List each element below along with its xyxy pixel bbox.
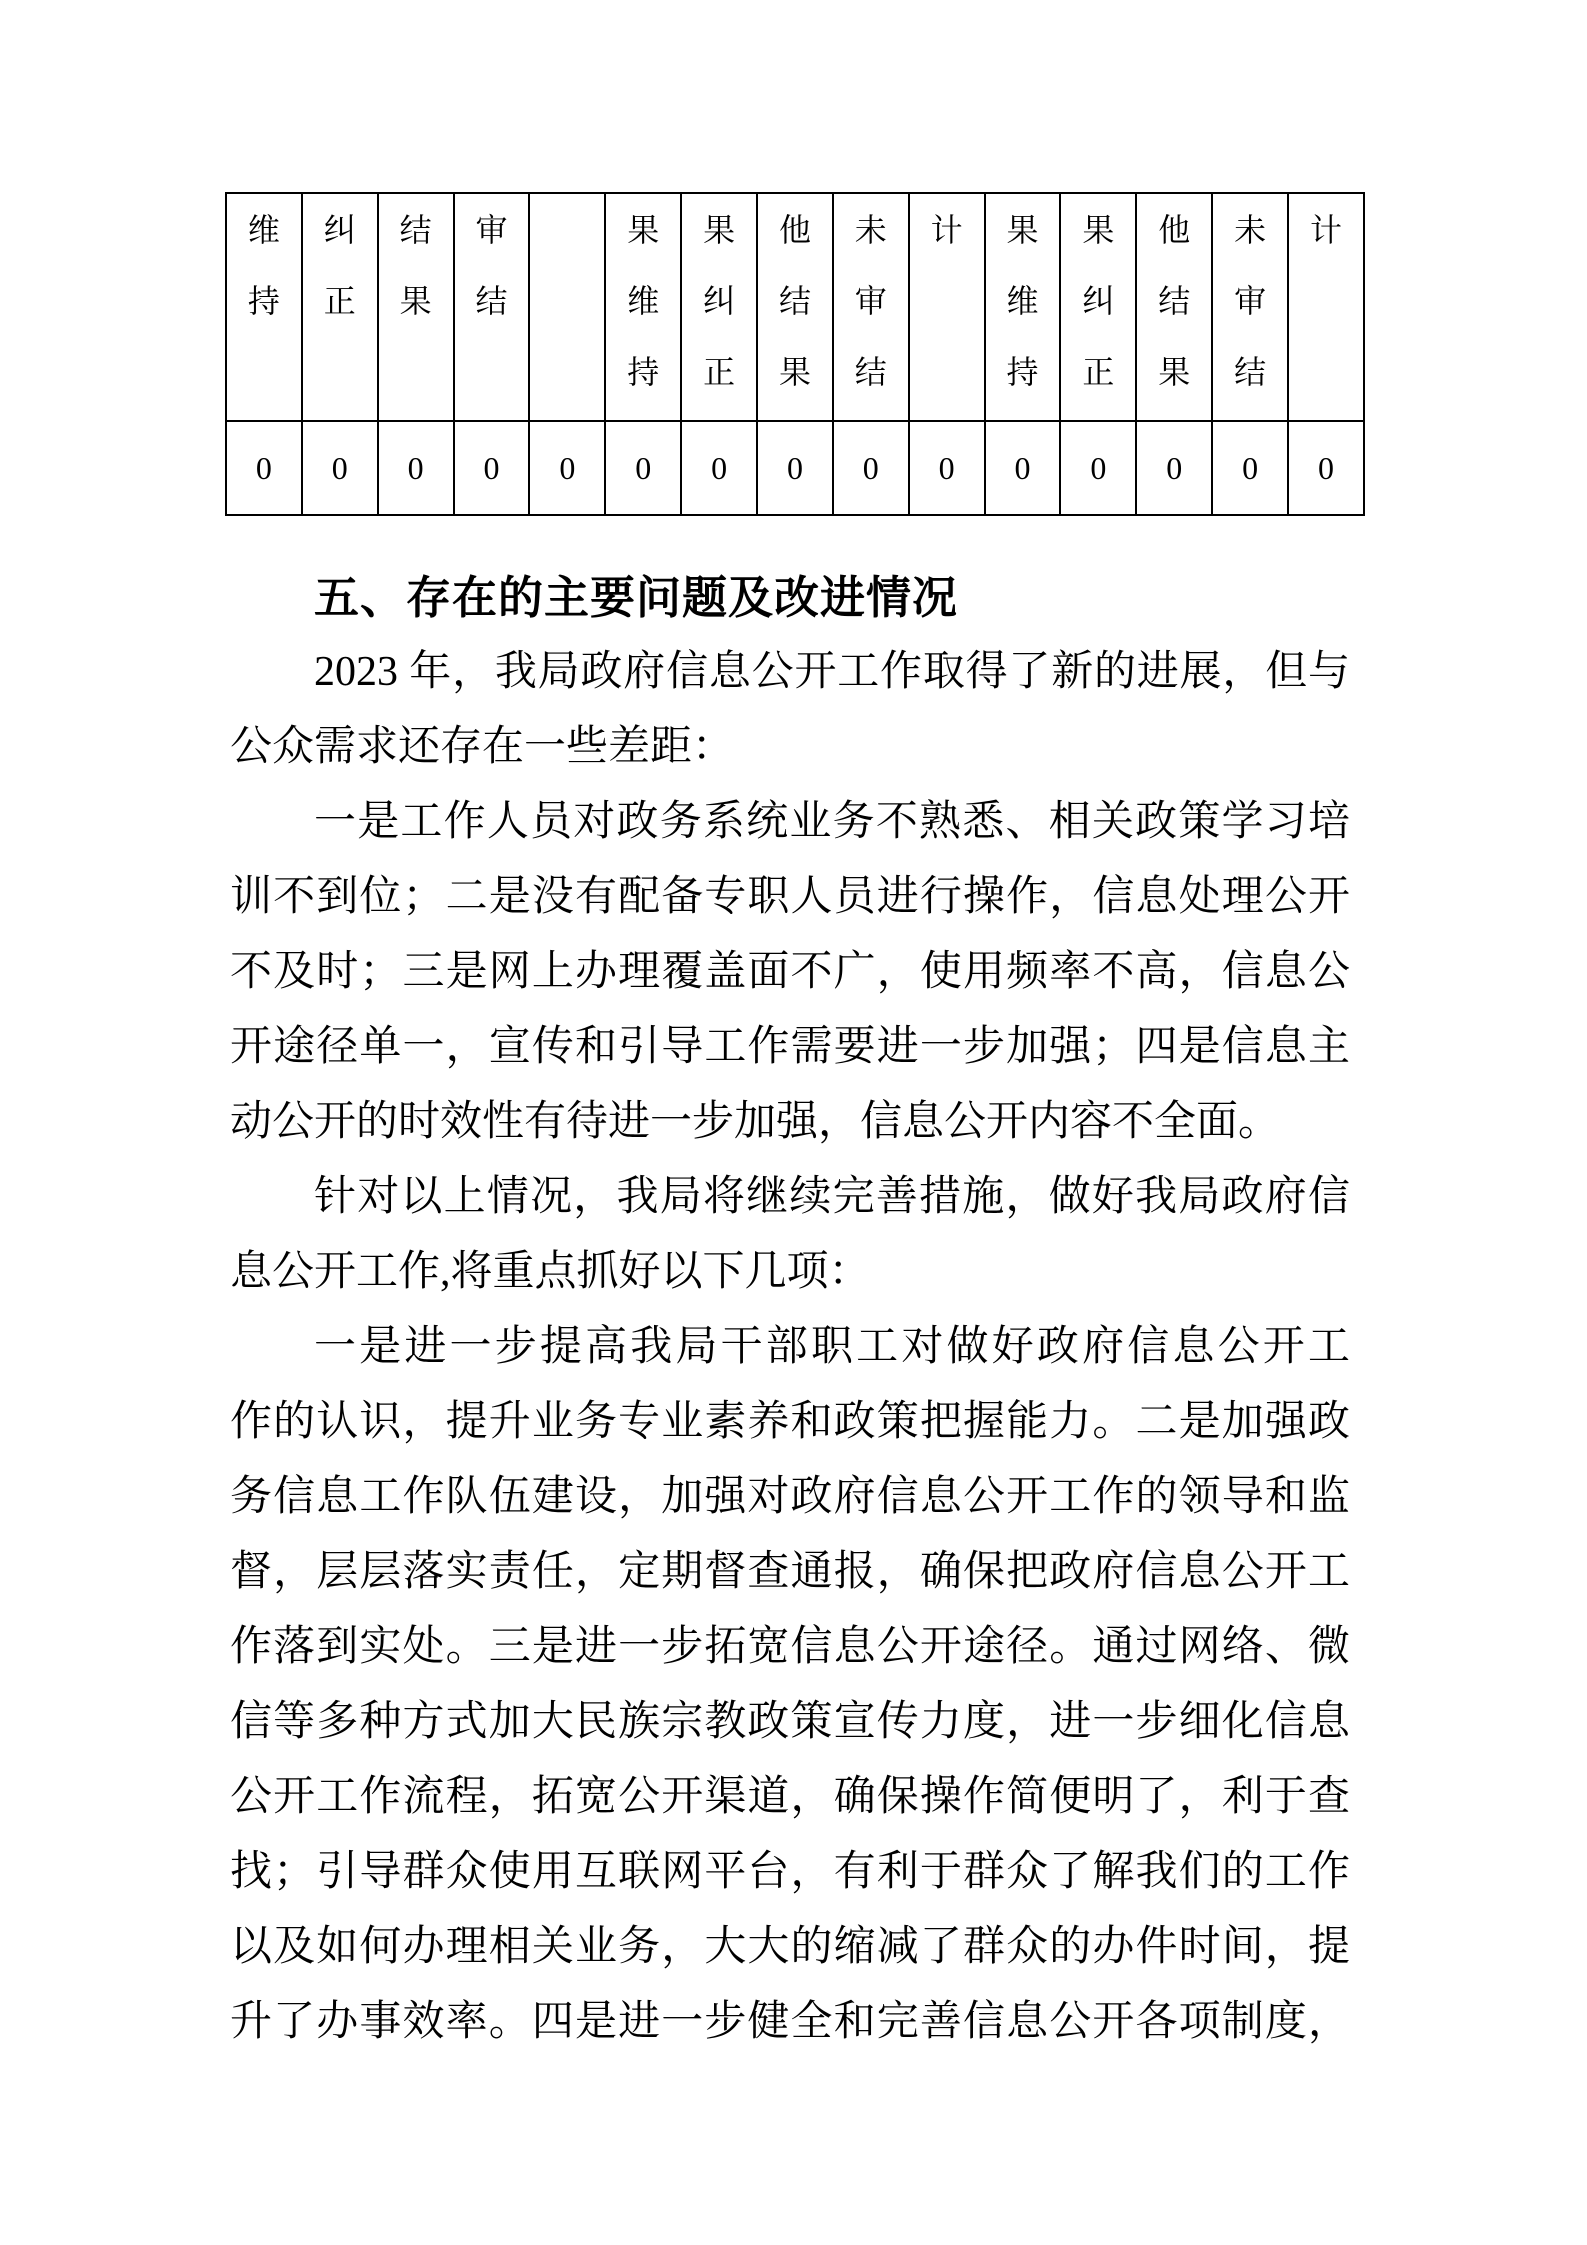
value-cell: 0	[1212, 421, 1288, 515]
header-cell	[1060, 193, 1136, 421]
header-char: 正	[323, 282, 356, 319]
header-char: 果	[778, 353, 811, 390]
body-line: 信等多种方式加大民族宗教政策宣传力度，进一步细化信息	[230, 1699, 1350, 1745]
header-char: 结	[1158, 282, 1191, 319]
header-cell	[454, 193, 530, 421]
header-cell	[1136, 193, 1212, 421]
body-line: 不及时；三是网上办理覆盖面不广，使用频率不高，信息公	[230, 949, 1350, 995]
header-char: 审	[475, 211, 508, 248]
header-char: 审	[854, 282, 887, 319]
header-cell	[302, 193, 378, 421]
header-char: 未	[1234, 211, 1267, 248]
header-char: 结	[475, 282, 508, 319]
header-cell	[378, 193, 454, 421]
header-char: 果	[703, 211, 736, 248]
header-char: 维	[627, 282, 660, 319]
value-cell: 0	[985, 421, 1061, 515]
header-char: 持	[1006, 353, 1039, 390]
header-cell	[681, 193, 757, 421]
header-char: 计	[930, 211, 963, 248]
section-heading: 五、存在的主要问题及改进情况	[314, 572, 959, 623]
header-char: 纠	[323, 211, 356, 248]
header-cell	[226, 193, 302, 421]
header-char: 结	[1234, 353, 1267, 390]
header-char: 他	[1158, 211, 1191, 248]
value-cell: 0	[302, 421, 378, 515]
header-char: 审	[1234, 282, 1267, 319]
header-cell	[605, 193, 681, 421]
body-line: 升了办事效率。四是进一步健全和完善信息公开各项制度，	[230, 1999, 1350, 2045]
header-char: 维	[247, 211, 280, 248]
value-cell: 0	[909, 421, 985, 515]
header-char: 结	[778, 282, 811, 319]
header-char: 结	[854, 353, 887, 390]
body-line: 找；引导群众使用互联网平台，有利于群众了解我们的工作	[230, 1849, 1350, 1895]
header-char: 果	[1006, 211, 1039, 248]
body-line: 以及如何办理相关业务，大大的缩减了群众的办件时间，提	[230, 1924, 1350, 1970]
header-char: 持	[627, 353, 660, 390]
value-cell: 0	[681, 421, 757, 515]
value-cell: 0	[833, 421, 909, 515]
body-line: 务信息工作队伍建设，加强对政府信息公开工作的领导和监	[230, 1474, 1350, 1520]
header-cell	[1212, 193, 1288, 421]
value-cell: 0	[454, 421, 530, 515]
header-cell	[985, 193, 1061, 421]
header-char: 果	[1082, 211, 1115, 248]
text-block	[230, 560, 1350, 2060]
header-char: 维	[1006, 282, 1039, 319]
body-line: 训不到位；二是没有配备专职人员进行操作，信息处理公开	[230, 874, 1350, 920]
header-cell	[833, 193, 909, 421]
header-char: 果	[399, 282, 432, 319]
value-cell: 0	[529, 421, 605, 515]
body-line: 公开工作流程，拓宽公开渠道，确保操作简便明了，利于查	[230, 1774, 1350, 1820]
table-header-row	[226, 193, 1364, 421]
results-table	[225, 192, 1365, 516]
value-cell: 0	[1136, 421, 1212, 515]
body-line: 督，层层落实责任，定期督查通报，确保把政府信息公开工	[230, 1549, 1350, 1595]
value-cell: 0	[1060, 421, 1136, 515]
value-cell: 0	[757, 421, 833, 515]
header-char: 结	[399, 211, 432, 248]
body-line: 2023 年，我局政府信息公开工作取得了新的进展，但与	[314, 649, 1350, 695]
body-line: 一是进一步提高我局干部职工对做好政府信息公开工	[314, 1324, 1350, 1370]
header-char: 他	[778, 211, 811, 248]
header-char: 果	[627, 211, 660, 248]
header-char: 纠	[703, 282, 736, 319]
value-cell: 0	[605, 421, 681, 515]
header-char: 持	[247, 282, 280, 319]
body-line: 一是工作人员对政务系统业务不熟悉、相关政策学习培	[314, 799, 1350, 845]
header-cell	[757, 193, 833, 421]
header-char: 计	[1310, 211, 1343, 248]
body-line: 作落到实处。三是进一步拓宽信息公开途径。通过网络、微	[230, 1624, 1350, 1670]
table-values-row	[226, 421, 1364, 515]
header-char: 纠	[1082, 282, 1115, 319]
value-cell: 0	[1288, 421, 1364, 515]
body-line: 针对以上情况，我局将继续完善措施，做好我局政府信	[314, 1174, 1350, 1220]
body-paragraphs	[230, 635, 1350, 2060]
body-line: 公众需求还存在一些差距：	[230, 724, 735, 770]
header-char: 正	[1082, 353, 1115, 390]
header-cell	[529, 193, 605, 421]
header-cell	[909, 193, 985, 421]
header-char: 未	[854, 211, 887, 248]
body-line: 息公开工作,将重点抓好以下几项：	[230, 1249, 871, 1295]
body-line: 作的认识，提升业务专业素养和政策把握能力。二是加强政	[230, 1399, 1350, 1445]
header-char: 果	[1158, 353, 1191, 390]
header-cell	[1288, 193, 1364, 421]
body-line: 开途径单一，宣传和引导工作需要进一步加强；四是信息主	[230, 1024, 1350, 1070]
value-cell: 0	[226, 421, 302, 515]
header-char: 正	[703, 353, 736, 390]
value-cell: 0	[378, 421, 454, 515]
body-line: 动公开的时效性有待进一步加强，信息公开内容不全面。	[230, 1099, 1281, 1145]
